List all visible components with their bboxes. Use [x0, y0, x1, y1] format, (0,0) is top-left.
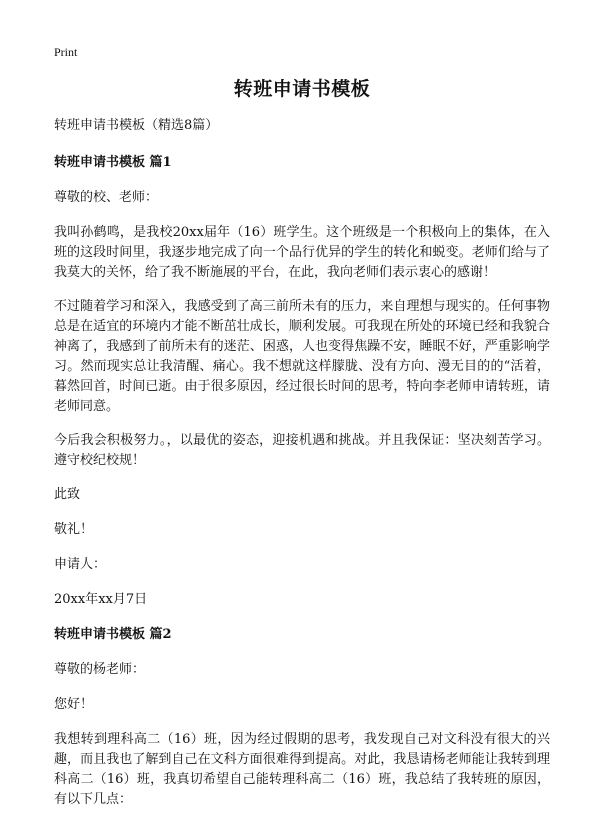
body-paragraph: 今后我会积极努力。，以最优的姿态，迎接机遇和挑战。并且我保证：坚决刻苦学习。遵守校纪校规！ — [54, 433, 550, 468]
closing-line: 此致 — [54, 487, 81, 502]
body-paragraph: 我叫孙鹤鸣，是我校20xx届年（16）班学生。这个班级是一个积极向上的集体，在入班的这段时间里，我逐步地完成了向一个品行优异的学生的转化和蜕变。老师们给与了我莫大的关怀，给了我不断施展的平台，在此，我向老师们表示衷心的感谢！ — [54, 225, 550, 280]
body-paragraph: 不过随着学习和深入，我感受到了高三前所未有的压力，来自理想与现实的。任何事物总是在适宜的环境内才能不断茁壮成长，顺利发展。可我现在所处的环境已经和我貌合神离了，我感到了前所未有的迷茫、困惑，人也变得焦躁不安，睡眠不好，严重影响学习。然而现实总让我清醒、痛心。我不想就这样朦胧、没有方向、漫无目的的“活着，暮然回首，时间已逝。由于很多原因，经过很长时间的思考，特向李老师申请转班，请老师同意。 — [54, 299, 550, 414]
applicant-label: 申请人： — [54, 557, 107, 572]
document-title: 转班申请书模板 — [233, 78, 371, 100]
greeting: 您好！ — [54, 697, 94, 712]
body-paragraph: 我想转到理科高二（16）班，因为经过假期的思考，我发现自己对文科没有很大的兴趣，而且我也了解到自己在文科方面很难得到提高。对此，我恳请杨老师能让我转到理科高二（16）班，我真切希望自己能转理科高二（16）班，我总结了我转班的原因，有以下几点： — [54, 732, 550, 807]
section-heading-2: 转班申请书模板 篇2 — [54, 627, 172, 642]
closing-regards: 敬礼！ — [54, 522, 94, 537]
document-subtitle: 转班申请书模板（精选8篇） — [54, 118, 219, 133]
section-heading-1: 转班申请书模板 篇1 — [54, 155, 172, 170]
date-line: 20xx年xx月7日 — [54, 592, 148, 607]
print-label: Print — [54, 45, 78, 59]
salutation: 尊敬的校、老师： — [54, 190, 159, 205]
salutation: 尊敬的杨老师： — [54, 662, 146, 677]
